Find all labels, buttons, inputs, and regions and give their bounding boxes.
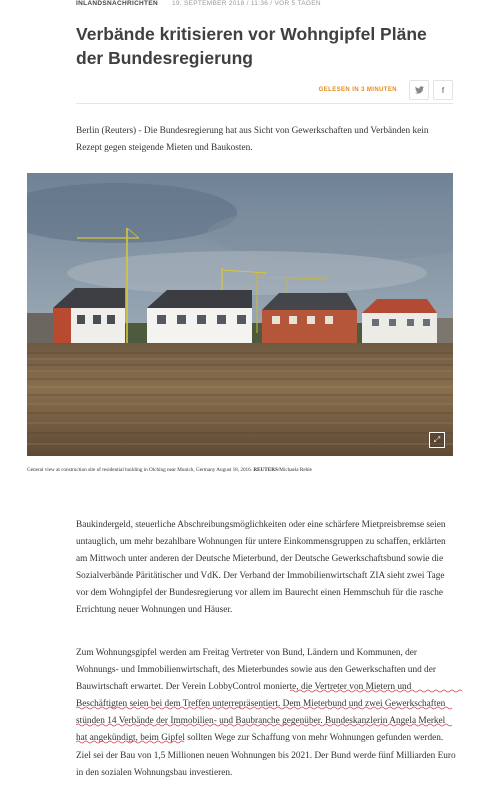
- twitter-share-button[interactable]: [409, 80, 429, 100]
- photo-caption: [27, 466, 357, 475]
- construction-site-photo: [27, 173, 453, 456]
- article-lede: Berlin (Reuters) - Die Bundesregierung hat aus Sicht von Gewerkschaften und Verbänden kein Rezept gegen steigende Mieten und Baukosten.: [76, 126, 429, 153]
- article-paragraph: Baukindergeld, steuerliche Abschreibungsmöglichkeiten oder eine schärfere Mietpreisbremse seien untauglich, um mehr bezahlbare Wohnungen für untere Einkommensgruppen zu schaffen, erklärten am Mittwoch unter anderen der Deutsche Mieterbund, der Deutsche Gewerkschaftsbund sowie die Sozialverbände Päritätischer und VdK. Der Verband der Immobilienwirtschaft ZIA sieht zwei Tage vor dem Wohngipfel der Bundesregierung vor allem im Baurecht einen Hemmschuh für die rasche Errichtung neuer Wohnungen und Häuser.: [76, 520, 446, 616]
- article-meta-bar: [76, 80, 453, 104]
- section-label[interactable]: INLANDSNACHRICHTEN: [76, 0, 158, 7]
- spellcheck-underline: [76, 706, 456, 710]
- article-photo[interactable]: [27, 173, 453, 456]
- facebook-icon: f: [441, 85, 445, 95]
- article-topline: [76, 0, 321, 9]
- spellcheck-underline: [76, 723, 456, 727]
- expand-icon: ⤢: [433, 435, 441, 444]
- article-paragraph: Zum Wohnungsgipfel werden am Freitag Vertreter von Bund, Ländern und Kommunen, der Wohnungs- und Immobilienwirtschaft, des Mieterbundes sowie aus den Gewerkschaften und der Bauwirtschaft erwartet. Der Verein LobbyControl monierte, die Vertreter von Mietern und Beschäftigten seien bei dem Treffen unterrepräsentiert. Dem Mieterbund und zwei Gewerkschaften stünden 14 Verbände der Immobilien- und Baubranche gegenüber. Bundeskanzlerin Angela Merkel hat angekündigt, beim Gipfel sollten Wege zur Schaffung von mehr Wohnungen gefunden werden. Ziel sei der Bau von 1,5 Millionen neuen Wohnungen bis 2021. Der Bund werde fünf Milliarden Euro in den sozialen Wohnungsbau investieren.: [76, 648, 456, 778]
- read-time: GELESEN IN 3 MINUTEN: [318, 87, 397, 93]
- article-title: Verbände kritisieren vor Wohngipfel Pläne der Bundesregierung: [76, 24, 427, 68]
- caption-credit: REUTERS: [253, 467, 278, 473]
- publish-date: 19. SEPTEMBER 2018 / 11:36 / VOR 5 TAGEN: [171, 0, 321, 7]
- expand-image-button[interactable]: [429, 432, 445, 448]
- facebook-share-button[interactable]: [433, 80, 453, 100]
- twitter-icon: [415, 86, 424, 94]
- spellcheck-underline: [290, 689, 465, 693]
- caption-photographer: /Michaela Rehle: [277, 467, 312, 473]
- caption-text: General view at construction site of residential building in Olching near Munich, Germany August 18, 2016.: [27, 467, 253, 473]
- spellcheck-underline: [76, 740, 186, 744]
